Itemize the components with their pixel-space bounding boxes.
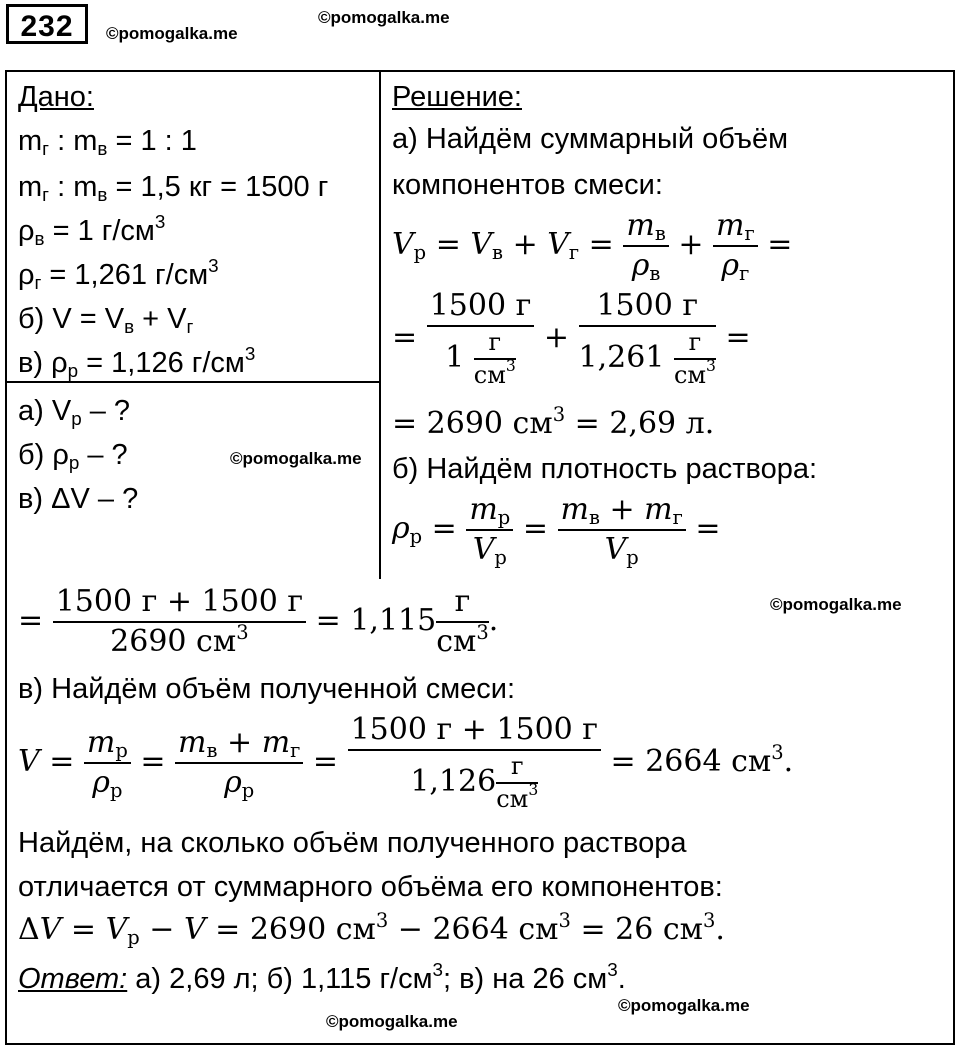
problem-number: 232 [6, 4, 88, 44]
given-line: б) $V = V_в + V_г$ [18, 303, 194, 337]
watermark: ©pomogalka.me [106, 24, 238, 43]
column-divider [379, 71, 381, 579]
given-line: в) $\rho_р = 1,126$ $г/см^3$ [18, 343, 256, 381]
find-line: б) $\rho_р$ – ? [18, 439, 128, 473]
solution-text: Найдём, на сколько объём полученного раствора [18, 827, 687, 859]
answer-label: Ответ: [18, 963, 128, 995]
equation-volume-values: = 1500 г 1 $\frac{г}{см^3}$ + 1500 г 1,261 $\frac{г}{см^3}$ = [392, 288, 751, 389]
equation-total-volume: $V_р = V_в + V_г$ = $\frac{m_в}{\rho_в}$ + $\frac{m_г}{\rho_г}$ = [392, 208, 793, 285]
watermark: ©pomogalka.me [318, 8, 450, 27]
watermark: ©pomogalka.me [326, 1012, 458, 1031]
equation-density-result: = $\frac{1500 г + 1500 г}{2690 см^3}$ = 1,115 $\frac{г}{см^3}$ . [18, 584, 499, 659]
equation-volume-difference: $\Delta V = V_р - V = 2690$ $см^3 - 2664$ $см^3 = 26$ $см^3$. [18, 909, 725, 949]
given-divider [6, 381, 380, 383]
solution-text: а) Найдём суммарный объём [392, 123, 789, 155]
find-line: а) $V_р$ – ? [18, 395, 131, 429]
solution-text: отличается от суммарного объёма его компонентов: [18, 871, 723, 903]
equation-volume-result: = 2690 $см^3 = 2,69$ л. [392, 403, 715, 441]
given-title: Дано: [18, 81, 94, 113]
watermark: ©pomogalka.me [230, 449, 362, 468]
given-line: $m_г$ : $m_в = 1$ : 1 [18, 125, 197, 159]
solution-text: б) Найдём плотность раствора: [392, 453, 818, 485]
find-line: в) ΔV – ? [18, 483, 139, 515]
watermark: ©pomogalka.me [618, 996, 750, 1015]
solution-text: компонентов смеси: [392, 169, 663, 201]
solution-title: Решение: [392, 81, 522, 113]
answer-line: Ответ: а) 2,69 л; б) 1,115 $г/см^3$; в) на 26 $см^3$. [18, 959, 626, 995]
given-line: $m_г$ : $m_в = 1,5$ кг = 1500 г [18, 171, 329, 205]
given-line: $\rho_в = 1$ $г/см^3$ [18, 211, 166, 249]
given-line: $\rho_г = 1,261$ $г/см^3$ [18, 255, 219, 293]
solution-text: в) Найдём объём полученной смеси: [18, 673, 516, 705]
equation-density: $\rho_р$ = $\frac{m_р}{V_р}$ = $\frac{m_в + m_г}{V_р}$ = [392, 492, 721, 569]
watermark: ©pomogalka.me [770, 595, 902, 614]
equation-mixture-volume: V = $\frac{m_р}{\rho_р}$ = $\frac{m_в + m_г}{\rho_р}$ = 1500 г + 1500 г 1,126 $\frac{г}{см^3}$ = 2664 $см^3$. [18, 712, 794, 813]
